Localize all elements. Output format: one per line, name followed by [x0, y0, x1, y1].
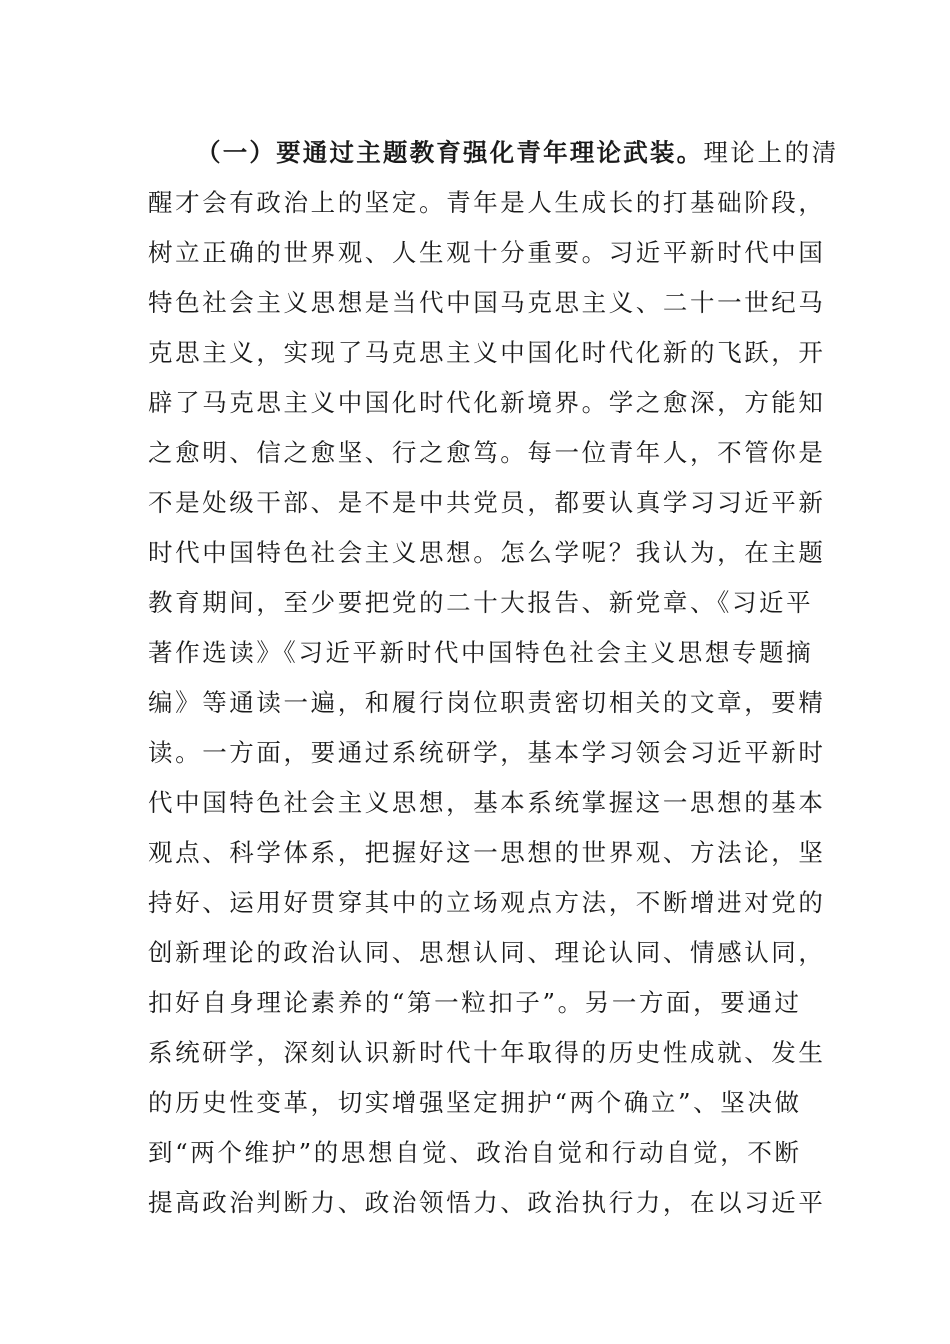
paragraph-line: 树立正确的世界观、人生观十分重要。习近平新时代中国: [148, 238, 826, 267]
paragraph-line: 特色社会主义思想是当代中国马克思主义、二十一世纪马: [148, 288, 826, 317]
paragraph-line: 编》等通读一遍，和履行岗位职责密切相关的文章，要精: [148, 688, 826, 717]
paragraph-line: 时代中国特色社会主义思想。怎么学呢？我认为，在主题: [148, 538, 826, 567]
paragraph-line: 创新理论的政治认同、思想认同、理论认同、情感认同，: [148, 938, 826, 967]
paragraph-line: 醒才会有政治上的坚定。青年是人生成长的打基础阶段，: [148, 188, 826, 217]
paragraph-line: 读。一方面，要通过系统研学，基本学习领会习近平新时: [148, 738, 826, 767]
paragraph-line: 不是处级干部、是不是中共党员，都要认真学习习近平新: [148, 488, 826, 517]
paragraph-line-1: [148, 128, 839, 178]
paragraph-line: 提高政治判断力、政治领悟力、政治执行力，在以习近平: [148, 1188, 826, 1217]
paragraph-line: 代中国特色社会主义思想，基本系统掌握这一思想的基本: [148, 788, 826, 817]
paragraph-line: 著作选读》《习近平新时代中国特色社会主义思想专题摘: [148, 638, 814, 667]
section-heading: （一）要通过主题教育强化青年理论武装。: [196, 138, 704, 167]
paragraph-line: 教育期间，至少要把党的二十大报告、新党章、《习近平: [148, 588, 814, 617]
paragraph-line: 辟了马克思主义中国化时代化新境界。学之愈深，方能知: [148, 388, 826, 417]
paragraph-line: 持好、运用好贯穿其中的立场观点方法，不断增进对党的: [148, 888, 826, 917]
paragraph-line: 系统研学，深刻认识新时代十年取得的历史性成就、发生: [148, 1038, 826, 1067]
paragraph-line: 之愈明、信之愈坚、行之愈笃。每一位青年人，不管你是: [148, 438, 826, 467]
body-paragraph: [148, 128, 839, 1228]
paragraph-line: 到“两个维护”的思想自觉、政治自觉和行动自觉，不断: [148, 1138, 802, 1167]
paragraph-line: 扣好自身理论素养的“第一粒扣子”。另一方面，要通过: [148, 988, 802, 1017]
paragraph-line: 克思主义，实现了马克思主义中国化时代化新的飞跃，开: [148, 338, 826, 367]
paragraph-line: 的历史性变革，切实增强坚定拥护“两个确立”、坚决做: [148, 1088, 802, 1117]
paragraph-line: 观点、科学体系，把握好这一思想的世界观、方法论，坚: [148, 838, 826, 867]
line-text: 理论上的清: [703, 138, 839, 167]
